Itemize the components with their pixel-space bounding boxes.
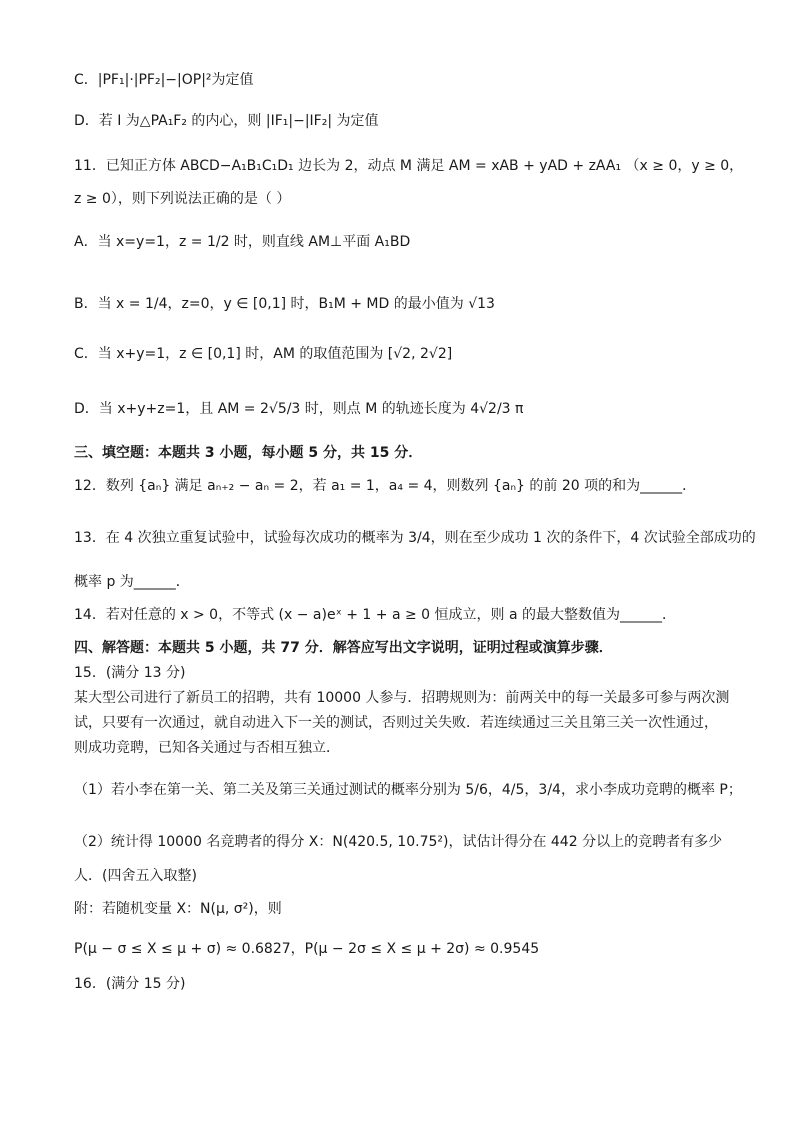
text-line-8: D．当 x+y+z=1，且 AM = 2√5/3 时，则点 M 的轨迹长度为 4√2/3 π — [74, 401, 524, 417]
text-line-20: （2）统计得 10000 名竞聘者的得分 X：N(420.5, 10.75²)，试估计得分在 442 分以上的竞聘者有多少 — [74, 834, 723, 850]
text-line-15: 15．(满分 13 分) — [74, 665, 186, 681]
text-line-22: 附：若随机变量 X：N(μ, σ²)，则 — [74, 901, 282, 917]
text-line-5: A．当 x=y=1，z = 1/2 时，则直线 AM⊥平面 A₁BD — [74, 234, 411, 250]
text-line-10: 12．数列 {aₙ} 满足 aₙ₊₂ − aₙ = 2，若 a₁ = 1，a₄ = 4，则数列 {aₙ} 的前 20 项的和为______． — [74, 478, 697, 494]
text-line-1: C．|PF₁|·|PF₂|−|OP|²为定值 — [74, 72, 254, 88]
text-line-17: 试，只要有一次通过，就自动进入下一关的测试，否则过关失败．若连续通过三关且第三关一次性通过， — [74, 715, 718, 731]
text-line-14: 四、解答题：本题共 5 小题，共 77 分．解答应写出文字说明，证明过程或演算步骤． — [74, 640, 613, 656]
text-line-2: D．若 I 为△PA₁F₂ 的内心，则 |IF₁|−|IF₂| 为定值 — [74, 113, 379, 129]
text-line-9: 三、填空题：本题共 3 小题，每小题 5 分，共 15 分． — [74, 445, 423, 461]
text-line-24: 16．(满分 15 分) — [74, 976, 186, 992]
text-line-12: 概率 p 为______． — [74, 574, 190, 590]
text-line-6: B．当 x = 1/4，z=0，y ∈ [0,1] 时，B₁M + MD 的最小值为 √13 — [74, 296, 495, 312]
text-line-11: 13．在 4 次独立重复试验中，试验每次成功的概率为 3/4，则在至少成功 1 次的条件下，4 次试验全部成功的 — [74, 530, 756, 546]
text-line-16: 某大型公司进行了新员工的招聘，共有 10000 人参与．招聘规则为：前两关中的每一关最多可参与两次测 — [74, 690, 730, 706]
text-line-4: z ≥ 0），则下列说法正确的是（ ） — [74, 191, 291, 207]
text-line-13: 14．若对任意的 x > 0，不等式 (x − a)eˣ + 1 + a ≥ 0 恒成立，则 a 的最大整数值为______． — [74, 607, 676, 623]
text-line-7: C．当 x+y=1，z ∈ [0,1] 时，AM 的取值范围为 [√2, 2√2] — [74, 346, 453, 362]
text-line-3: 11．已知正方体 ABCD−A₁B₁C₁D₁ 边长为 2，动点 M 满足 AM = xAB + yAD + zAA₁ （x ≥ 0，y ≥ 0， — [74, 158, 744, 174]
text-line-21: 人．(四舍五入取整) — [74, 868, 197, 884]
text-line-19: （1）若小李在第一关、第二关及第三关通过测试的概率分别为 5/6，4/5，3/4，求小李成功竞聘的概率 P； — [74, 782, 742, 798]
text-line-23: P(μ − σ ≤ X ≤ μ + σ) ≈ 0.6827，P(μ − 2σ ≤ X ≤ μ + 2σ) ≈ 0.9545 — [74, 941, 540, 957]
text-line-18: 则成功竞聘，已知各关通过与否相互独立． — [74, 740, 340, 756]
